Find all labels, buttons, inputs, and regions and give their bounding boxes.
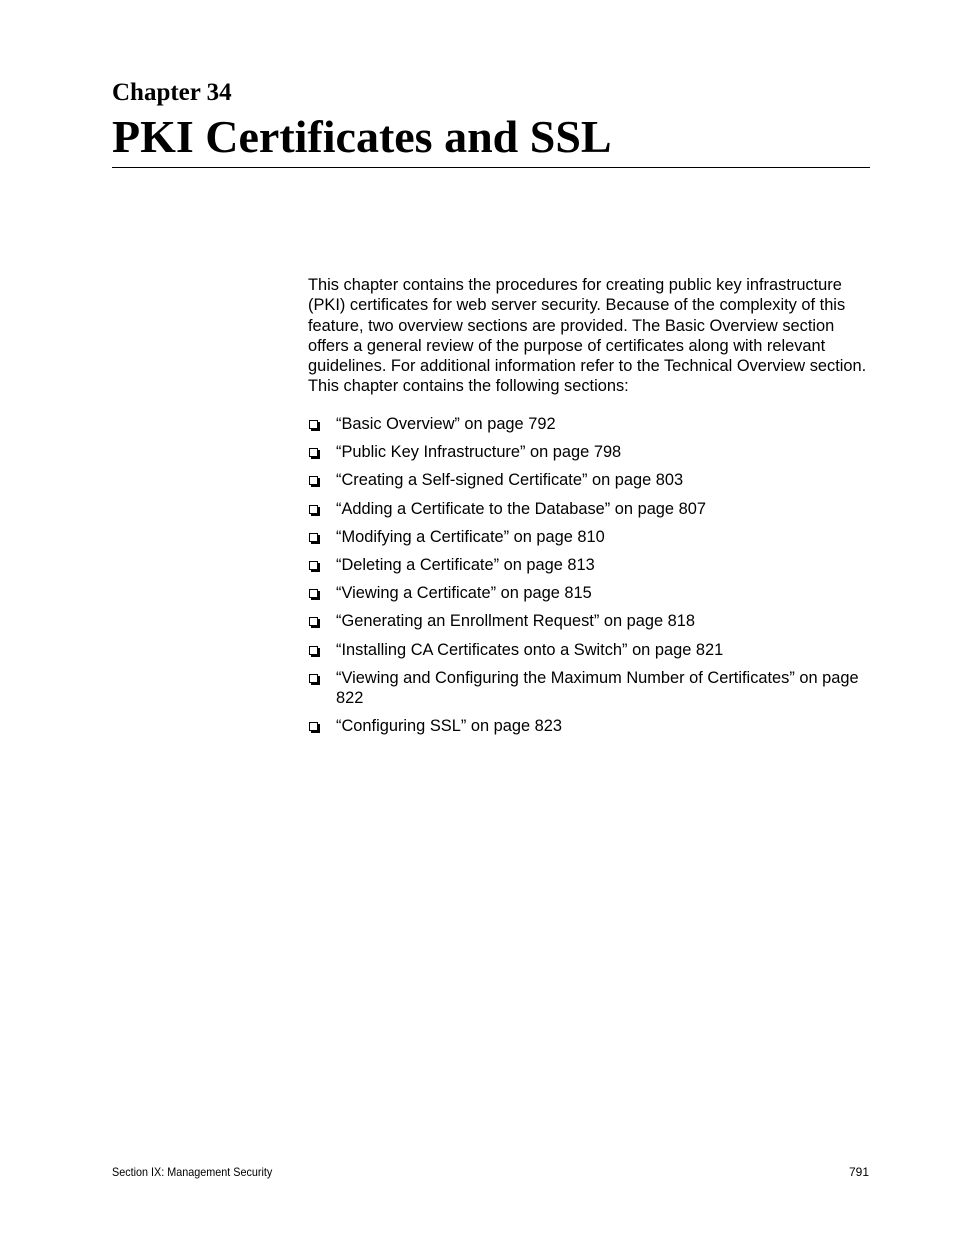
checkbox-bullet-icon: [309, 674, 318, 683]
section-link[interactable]: “Creating a Self-signed Certificate” on page 803: [336, 471, 684, 490]
checkbox-bullet-icon: [309, 646, 318, 655]
footer-section-name: Section IX: Management Security: [112, 1165, 273, 1179]
checkbox-bullet-icon: [309, 561, 318, 570]
chapter-label: Chapter 34: [112, 79, 232, 106]
section-list-item: [308, 442, 874, 462]
section-list-item: [308, 470, 874, 490]
title-divider: [112, 167, 870, 168]
section-link[interactable]: “Modifying a Certificate” on page 810: [336, 527, 605, 546]
checkbox-bullet-icon: [309, 448, 318, 457]
section-link[interactable]: “Public Key Infrastructure” on page 798: [336, 443, 622, 462]
section-link[interactable]: “Installing CA Certificates onto a Switch” on page 821: [336, 640, 724, 659]
section-link[interactable]: “Deleting a Certificate” on page 813: [336, 555, 595, 574]
intro-paragraph: This chapter contains the procedures for creating public key infrastructure (PKI) certificates for web server security. Because of the complexity of this feature, two overview sections are provided. The Basic Overview section offers a general review of the purpose of certificates along with relevant guidelines. For additional information refer to the Technical Overview section. This chapter contains the following sections:: [308, 276, 867, 396]
checkbox-bullet-icon: [309, 589, 318, 598]
section-list-item: [308, 668, 874, 709]
checkbox-bullet-icon: [309, 420, 318, 429]
section-link[interactable]: “Adding a Certificate to the Database” on page 807: [336, 499, 706, 518]
section-list-item: [308, 527, 874, 547]
checkbox-bullet-icon: [309, 617, 318, 626]
section-list: [308, 414, 874, 744]
section-link[interactable]: “Viewing and Configuring the Maximum Number of Certificates” on page 822: [336, 668, 859, 707]
section-list-item: [308, 583, 874, 603]
checkbox-bullet-icon: [309, 722, 318, 731]
section-link[interactable]: “Configuring SSL” on page 823: [336, 717, 562, 736]
section-link[interactable]: “Basic Overview” on page 792: [336, 415, 556, 433]
section-link[interactable]: “Generating an Enrollment Request” on page 818: [336, 612, 696, 631]
section-link[interactable]: “Viewing a Certificate” on page 815: [336, 584, 592, 603]
checkbox-bullet-icon: [309, 505, 318, 514]
checkbox-bullet-icon: [309, 533, 318, 542]
section-list-item: [308, 555, 874, 575]
footer-page-number: 791: [848, 1165, 869, 1179]
chapter-title: PKI Certificates and SSL: [112, 111, 612, 162]
section-list-item: [308, 640, 874, 660]
section-list-item: [308, 716, 874, 736]
section-list-item: [308, 611, 874, 631]
section-list-item: [308, 499, 874, 519]
section-list-item: [308, 414, 874, 434]
checkbox-bullet-icon: [309, 476, 318, 485]
